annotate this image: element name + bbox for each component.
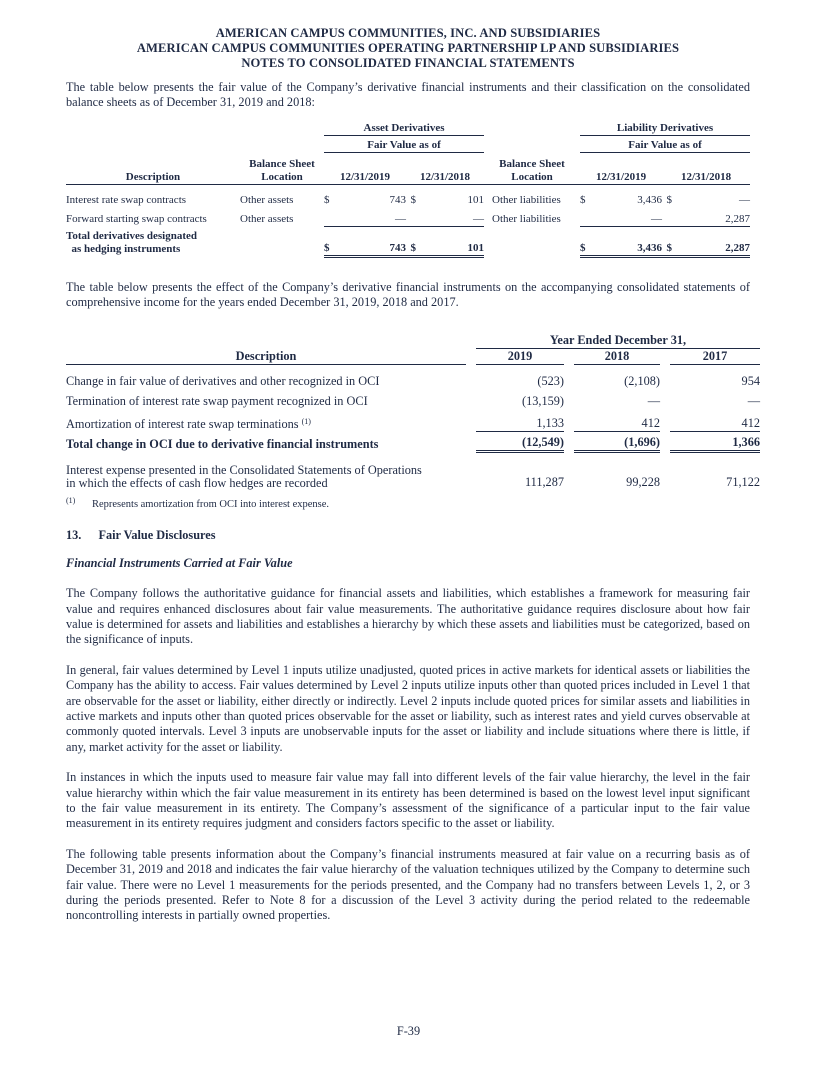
value-2017: 954: [741, 373, 760, 388]
liability-location-header: [484, 152, 580, 185]
table-row: [66, 452, 760, 490]
liability-value-2019: 3,436: [637, 194, 663, 207]
interest-2017: 71,122: [726, 474, 760, 489]
value-2019: 1,133: [476, 409, 564, 432]
liability-value-2019: —: [590, 207, 662, 226]
currency-symbol: $: [580, 226, 590, 256]
total-2017: 1,366: [670, 432, 760, 452]
liability-date-2019-header: 12/31/2019: [580, 152, 662, 185]
total-description-line-1: Total derivatives designated: [66, 230, 197, 243]
year-2018-header: 2018: [574, 348, 660, 364]
value-2017: —: [747, 393, 760, 408]
asset-location-header: [240, 152, 324, 185]
footnote-reference: (1): [301, 416, 311, 426]
liability-fair-value-header: Fair Value as of: [580, 135, 750, 152]
body-paragraph: The following table presents information about the Company’s financial instruments measured at fair value on a recurring basis as of December 31, 2019 and 2018 and indicates the fair value hierarchy of the valuation techniques utilized by the Company to determine such fair value. There were no Level 1 measurements for the periods presented, and the Company had no transfers between Levels 1, 2, or 3 during the periods presented. Refer to Note 8 for a discussion of the Level 3 activity during the period related to the redeemable noncontrolling interests in partially owned properties.: [66, 846, 750, 923]
currency-symbol: $: [580, 194, 586, 207]
row-description-text: Amortization of interest rate swap terminations: [66, 416, 299, 431]
asset-location: Other assets: [240, 213, 294, 226]
location-header-line-1: Balance Sheet: [499, 158, 565, 171]
row-description: Interest rate swap contracts: [66, 194, 187, 207]
section-title: Fair Value Disclosures: [98, 528, 216, 543]
year-ended-header: Year Ended December 31,: [549, 332, 687, 347]
total-asset-2019: 743: [334, 226, 406, 256]
value-2018: (2,108): [624, 373, 660, 388]
total-liability-2018: 2,287: [672, 226, 750, 256]
section-number: 13.: [66, 528, 82, 543]
table-row: [66, 409, 760, 432]
intro-paragraph-1: The table below presents the fair value of the Company’s derivative financial instruments and their classification on the consolidated balance sheets as of December 31, 2019 and 2018:: [66, 80, 750, 110]
body-paragraph: In instances in which the inputs used to measure fair value may fall into different levels of the fair value hierarchy, the level in the fair value hierarchy within which the fair value measurement in its entirety has been determined is based on the lowest level input significant to the fair value measurement in its entirety. The Company’s assessment of the significance of a particular input to the fair value measurement in its entirety requires judgment and considers factors specific to the asset or liability.: [66, 770, 750, 831]
footnote: [66, 496, 750, 511]
interest-description-line-1: Interest expense presented in the Consolidated Statements of Operations: [66, 462, 422, 477]
currency-symbol: [406, 207, 416, 226]
currency-symbol: $: [410, 194, 416, 207]
derivatives-fair-value-table: [66, 122, 750, 258]
liability-derivatives-header: Liability Derivatives: [580, 122, 750, 136]
currency-symbol: [324, 207, 334, 226]
section-heading: [66, 528, 750, 543]
total-description: [66, 226, 240, 256]
document-page: [66, 26, 760, 924]
total-asset-2018: 101: [416, 226, 484, 256]
asset-date-2019-header: 12/31/2019: [324, 152, 406, 185]
intro-paragraph-2: The table below presents the effect of the Company’s derivative financial instruments on the accompanying consolidated statements of comprehensive income for the years ended December 31, 2019, 2018 and 2017.: [66, 279, 750, 310]
currency-symbol: [662, 207, 672, 226]
asset-date-2018-header: 12/31/2018: [406, 152, 484, 185]
location-header-line-1: Balance Sheet: [249, 158, 315, 171]
asset-location: Other assets: [240, 194, 294, 207]
location-header-line-2: Location: [511, 171, 553, 184]
value-2017: 412: [670, 409, 760, 432]
total-2019: (12,549): [476, 432, 564, 452]
table-header-row: [66, 122, 750, 136]
liability-value-2018: —: [739, 194, 751, 207]
footnote-mark: (1): [66, 495, 76, 505]
total-2018: (1,696): [574, 432, 660, 452]
currency-symbol: $: [662, 226, 672, 256]
table-header-row: [66, 333, 760, 349]
currency-symbol: $: [324, 226, 334, 256]
interest-expense-description: [66, 452, 466, 490]
asset-value-2018: 101: [467, 194, 485, 207]
currency-symbol: $: [406, 226, 416, 256]
header-line-2: AMERICAN CAMPUS COMMUNITIES OPERATING PARTNERSHIP LP AND SUBSIDIARIES: [136, 41, 680, 55]
document-header: [66, 26, 750, 71]
asset-derivatives-header: Asset Derivatives: [324, 122, 484, 136]
total-description: Total change in OCI due to derivative financial instruments: [66, 436, 379, 451]
table-total-row: [66, 432, 760, 452]
liability-date-2018-header: 12/31/2018: [662, 152, 750, 185]
value-2018: 412: [574, 409, 660, 432]
asset-value-2019: —: [334, 207, 406, 226]
table-header-row: [66, 348, 760, 364]
table-row: [66, 364, 760, 389]
asset-value-2019: 743: [389, 194, 406, 207]
interest-2018: 99,228: [626, 474, 660, 489]
table-total-row: [66, 226, 750, 256]
liability-location: Other liabilities: [492, 194, 561, 207]
row-description: Forward starting swap contracts: [66, 213, 207, 226]
currency-symbol: $: [324, 194, 330, 207]
header-line-3: NOTES TO CONSOLIDATED FINANCIAL STATEMENTS: [241, 56, 575, 70]
description-header: Description: [66, 348, 466, 364]
asset-value-2018: —: [416, 207, 484, 226]
location-header-line-2: Location: [261, 171, 303, 184]
liability-value-2018: 2,287: [672, 207, 750, 226]
table-row: [66, 389, 760, 409]
oci-effect-table: [66, 333, 760, 490]
footnote-text: Represents amortization from OCI into interest expense.: [91, 499, 330, 511]
page-number: F-39: [396, 1024, 421, 1038]
row-description: Change in fair value of derivatives and other recognized in OCI: [66, 373, 380, 388]
value-2019: (523): [537, 373, 564, 388]
interest-description-line-2: in which the effects of cash flow hedges are recorded: [66, 475, 328, 490]
year-2019-header: 2019: [476, 348, 564, 364]
currency-symbol: $: [666, 194, 673, 207]
interest-2019: 111,287: [524, 474, 564, 489]
row-description: [66, 409, 466, 432]
liability-location: Other liabilities: [492, 213, 561, 226]
total-description-line-2: as hedging instruments: [71, 243, 181, 256]
body-paragraph: In general, fair values determined by Level 1 inputs utilize unadjusted, quoted prices in active markets for identical assets or liabilities the Company has the ability to access. Fair values determined by Level 2 inputs utilize inputs other than quoted prices included in Level 1 that are observable for the asset or liability, either directly or indirectly. Level 2 inputs include quoted prices for similar assets and liabilities in active markets and inputs other than quoted prices observable for the asset or liability, such as interest rates and yield curves observable at commonly quoted intervals. Level 3 inputs are unobservable inputs for the asset or liability and include situations where there is little, if any, market activity for the asset or liability.: [66, 662, 750, 754]
subheading: Financial Instruments Carried at Fair Value: [66, 556, 293, 571]
body-paragraph: The Company follows the authoritative guidance for financial assets and liabilities, which establishes a framework for measuring fair value and requires enhanced disclosures about fair value measurements. The authoritative guidance requires disclosure about how fair value is determined for assets and liabilities and establishes a hierarchy by which these assets and liabilities must be categorized, based on the significance of inputs.: [66, 586, 750, 647]
value-2019: (13,159): [521, 393, 564, 408]
currency-symbol: [580, 207, 590, 226]
total-liability-2019: 3,436: [590, 226, 662, 256]
year-2017-header: 2017: [670, 348, 760, 364]
table-header-row: [66, 152, 750, 185]
row-description: Termination of interest rate swap payment recognized in OCI: [66, 393, 368, 408]
table-row: [66, 207, 750, 226]
table-header-row: [66, 135, 750, 152]
table-row: [66, 185, 750, 208]
asset-fair-value-header: Fair Value as of: [324, 135, 484, 152]
header-line-1: AMERICAN CAMPUS COMMUNITIES, INC. AND SUBSIDIARIES: [215, 26, 601, 40]
description-header: Description: [66, 152, 240, 185]
value-2018: —: [647, 393, 660, 408]
